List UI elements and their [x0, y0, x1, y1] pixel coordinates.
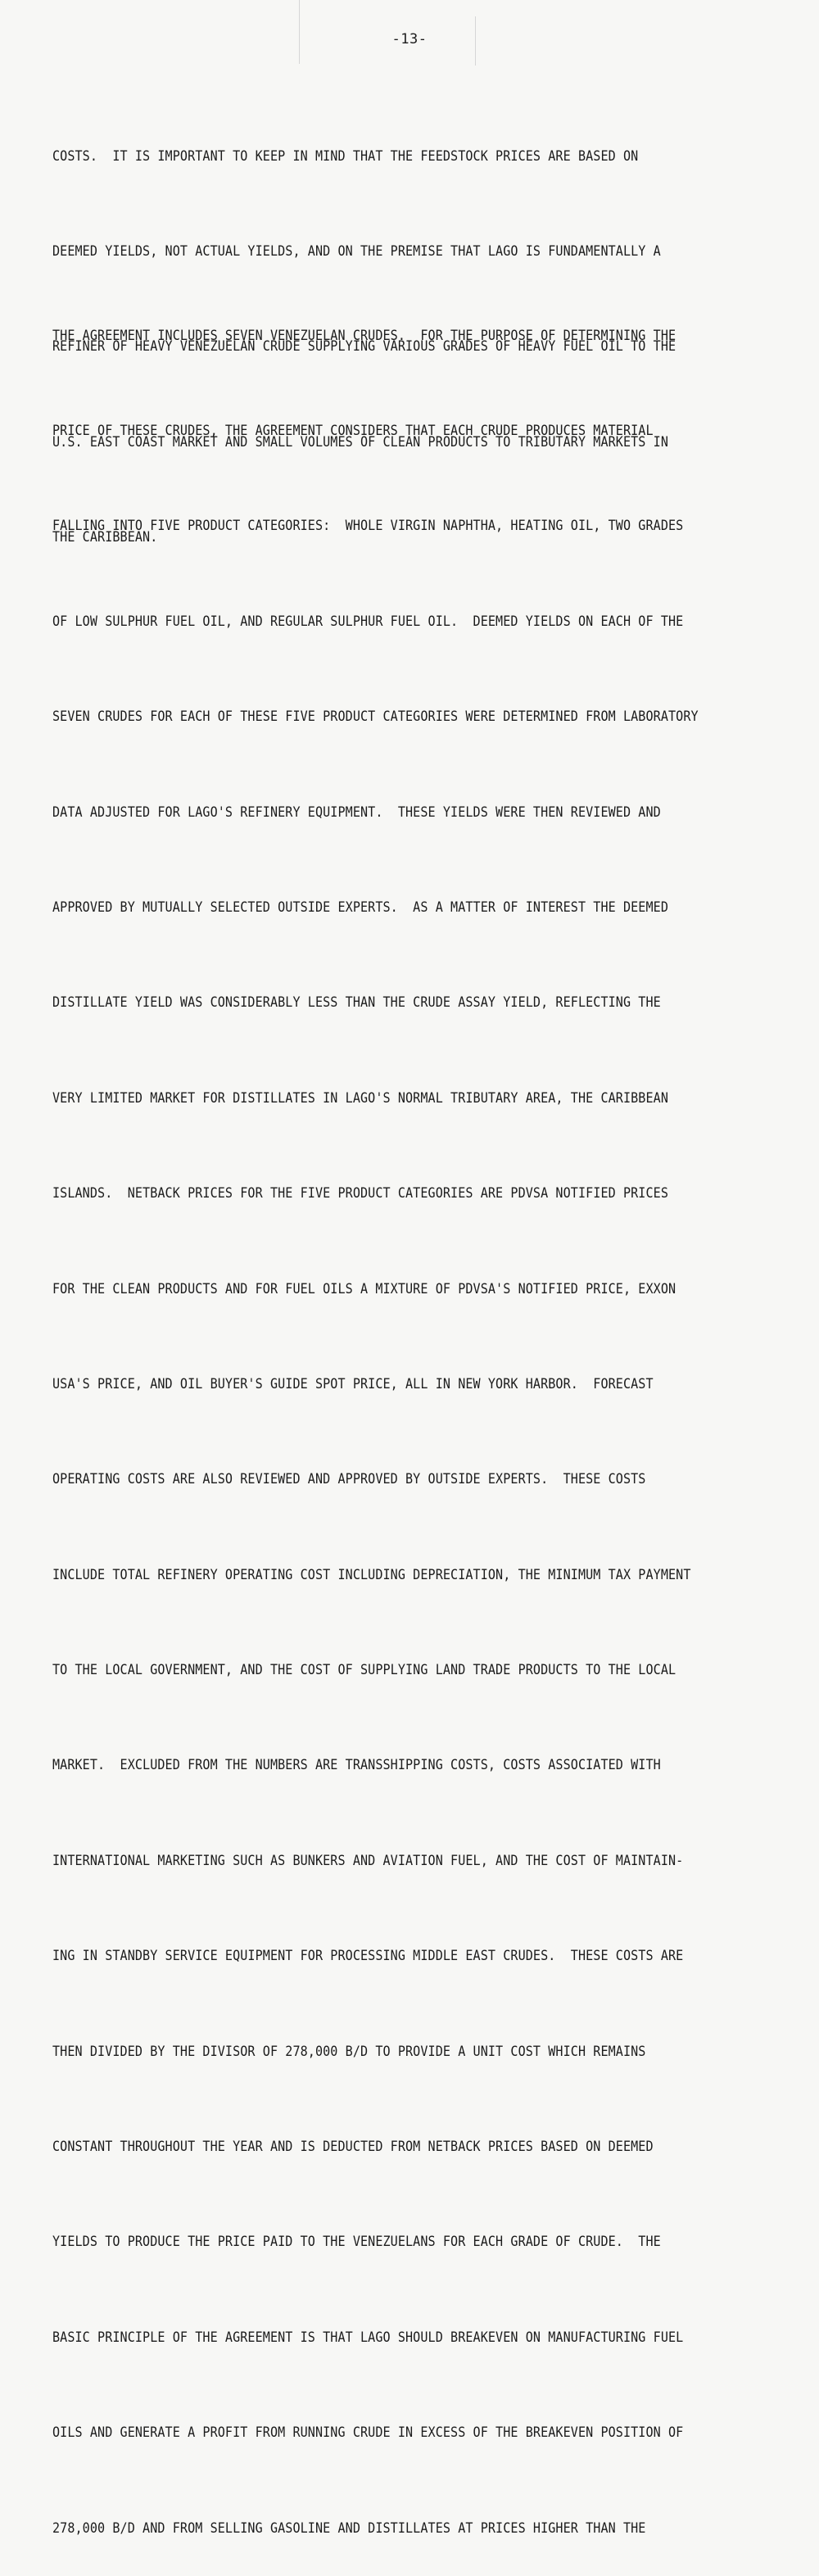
text-line: MARKET. EXCLUDED FROM THE NUMBERS ARE TRANSSHIPPING COSTS, COSTS ASSOCIATED WITH	[52, 1757, 661, 1773]
text-line: THEN DIVIDED BY THE DIVISOR OF 278,000 B/D TO PROVIDE A UNIT COST WHICH REMAINS	[52, 2043, 646, 2059]
text-line: REFINER OF HEAVY VENEZUELAN CRUDE SUPPLYING VARIOUS GRADES OF HEAVY FUEL OIL TO THE	[52, 338, 676, 355]
text-line: OPERATING COSTS ARE ALSO REVIEWED AND APPROVED BY OUTSIDE EXPERTS. THESE COSTS	[52, 1471, 646, 1487]
page-number: -13-	[391, 31, 428, 48]
text-line: COSTS. IT IS IMPORTANT TO KEEP IN MIND THAT THE FEEDSTOCK PRICES ARE BASED ON	[52, 147, 639, 164]
text-line: YIELDS TO PRODUCE THE PRICE PAID TO THE VENEZUELANS FOR EACH GRADE OF CRUDE. THE	[52, 2234, 661, 2250]
text-line: BASIC PRINCIPLE OF THE AGREEMENT IS THAT LAGO SHOULD BREAKEVEN ON MANUFACTURING FUEL	[52, 2329, 684, 2345]
text-line: OILS AND GENERATE A PROFIT FROM RUNNING CRUDE IN EXCESS OF THE BREAKEVEN POSITION OF	[52, 2424, 684, 2441]
text-line: 278,000 B/D AND FROM SELLING GASOLINE AND DISTILLATES AT PRICES HIGHER THAN THE	[52, 2519, 646, 2536]
text-line: DISTILLATE YIELD WAS CONSIDERABLY LESS THAN THE CRUDE ASSAY YIELD, REFLECTING THE	[52, 994, 661, 1011]
paragraph-agreement-details	[52, 256, 716, 2576]
text-line: USA'S PRICE, AND OIL BUYER'S GUIDE SPOT PRICE, ALL IN NEW YORK HARBOR. FORECAST	[52, 1375, 654, 1392]
text-line: PRICE OF THESE CRUDES, THE AGREEMENT CONSIDERS THAT EACH CRUDE PRODUCES MATERIAL	[52, 422, 654, 438]
text-line: INTERNATIONAL MARKETING SUCH AS BUNKERS AND AVIATION FUEL, AND THE COST OF MAINTAIN-	[52, 1852, 684, 1868]
text-line: INCLUDE TOTAL REFINERY OPERATING COST INCLUDING DEPRECIATION, THE MINIMUM TAX PAYMENT	[52, 1566, 691, 1582]
text-line: FOR THE CLEAN PRODUCTS AND FOR FUEL OILS A MIXTURE OF PDVSA'S NOTIFIED PRICE, EXXON	[52, 1280, 676, 1297]
text-line: SEVEN CRUDES FOR EACH OF THESE FIVE PRODUCT CATEGORIES WERE DETERMINED FROM LABORATORY	[52, 709, 699, 725]
text-line: ISLANDS. NETBACK PRICES FOR THE FIVE PRODUCT CATEGORIES ARE PDVSA NOTIFIED PRICES	[52, 1185, 668, 1202]
text-line: DEEMED YIELDS, NOT ACTUAL YIELDS, AND ON THE PREMISE THAT LAGO IS FUNDAMENTALLY A	[52, 242, 661, 259]
text-line: OF LOW SULPHUR FUEL OIL, AND REGULAR SULPHUR FUEL OIL. DEEMED YIELDS ON EACH OF THE	[52, 613, 684, 629]
text-line: TO THE LOCAL GOVERNMENT, AND THE COST OF SUPPLYING LAND TRADE PRODUCTS TO THE LOCAL	[52, 1662, 676, 1678]
text-line: CONSTANT THROUGHOUT THE YEAR AND IS DEDUCTED FROM NETBACK PRICES BASED ON DEEMED	[52, 2139, 654, 2155]
text-line: FALLING INTO FIVE PRODUCT CATEGORIES: WHOLE VIRGIN NAPHTHA, HEATING OIL, TWO GRADES	[52, 518, 684, 534]
text-line: VERY LIMITED MARKET FOR DISTILLATES IN LAGO'S NORMAL TRIBUTARY AREA, THE CARIBBEAN	[52, 1089, 668, 1106]
text-line: DATA ADJUSTED FOR LAGO'S REFINERY EQUIPMENT. THESE YIELDS WERE THEN REVIEWED AND	[52, 804, 661, 820]
text-line: THE AGREEMENT INCLUDES SEVEN VENEZUELAN CRUDES. FOR THE PURPOSE OF DETERMINING THE	[52, 327, 676, 343]
text-line: U.S. EAST COAST MARKET AND SMALL VOLUMES OF CLEAN PRODUCTS TO TRIBUTARY MARKETS IN	[52, 433, 668, 450]
text-line: ING IN STANDBY SERVICE EQUIPMENT FOR PROCESSING MIDDLE EAST CRUDES. THESE COSTS ARE	[52, 1948, 684, 1964]
text-line: APPROVED BY MUTUALLY SELECTED OUTSIDE EXPERTS. AS A MATTER OF INTEREST THE DEEMED	[52, 899, 668, 915]
text-line: THE CARIBBEAN.	[52, 529, 158, 546]
